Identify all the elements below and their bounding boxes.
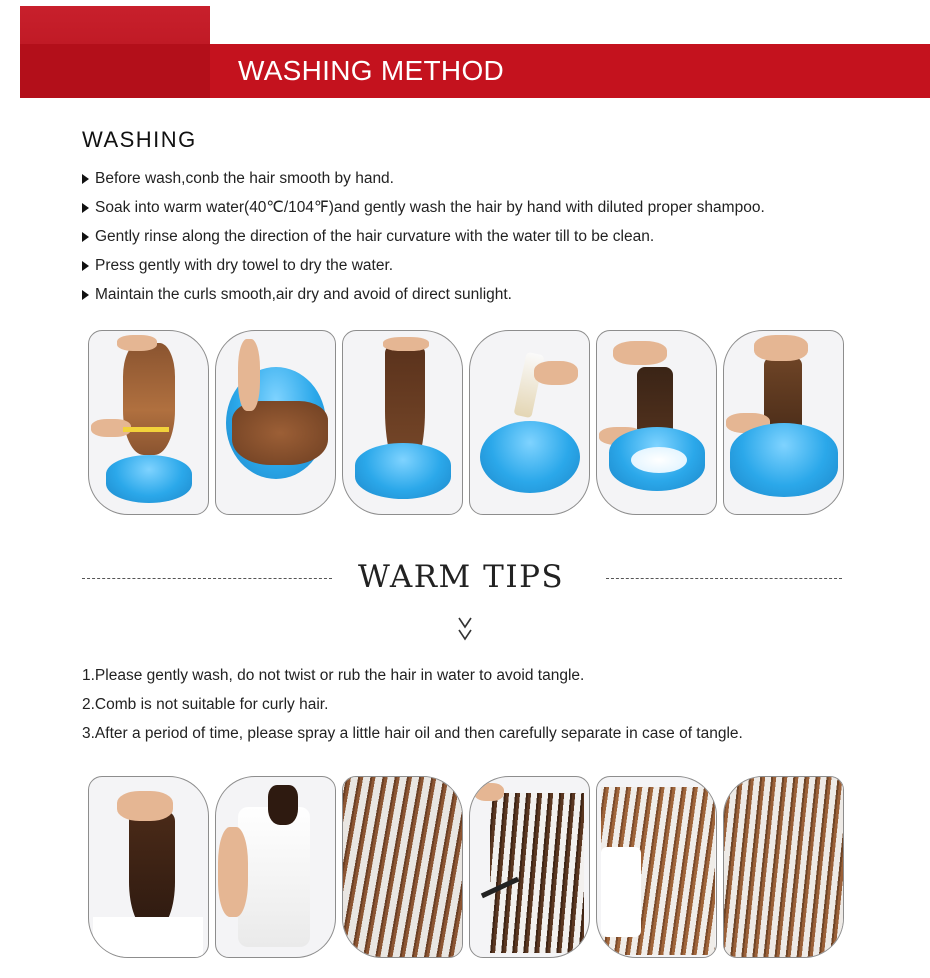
triangle-bullet-icon	[82, 261, 89, 271]
foam-photo-shape	[631, 447, 687, 473]
towel-photo-shape	[601, 847, 641, 937]
photo-rinse-bowl	[723, 330, 844, 515]
photo-rinse	[596, 330, 717, 515]
triangle-bullet-icon	[82, 203, 89, 213]
list-item: 3.After a period of time, please spray a little hair oil and then carefully separate in case of tangle.	[82, 725, 743, 742]
curly-hair-photo-shape	[724, 777, 843, 957]
photo-shampoo	[469, 330, 590, 515]
photo-oil-curls	[596, 776, 717, 958]
hair-photo-shape	[123, 343, 175, 455]
towel-photo-shape	[93, 917, 203, 957]
bowl-photo-shape	[355, 443, 451, 499]
comb-photo-shape	[123, 427, 169, 432]
hand-photo-shape	[754, 335, 808, 361]
banner-title: WASHING METHOD	[238, 55, 505, 86]
step-text: Maintain the curls smooth,air dry and avoid of direct sunlight.	[95, 285, 512, 303]
washing-title: WASHING	[82, 127, 197, 152]
list-item: 1.Please gently wash, do not twist or rub the hair in water to avoid tangle.	[82, 667, 585, 684]
list-item	[82, 193, 882, 222]
washing-steps	[82, 164, 882, 309]
hand-photo-shape	[238, 339, 260, 411]
hand-photo-shape	[474, 783, 504, 801]
photo-hold-hair	[88, 776, 209, 958]
list-item	[82, 164, 882, 193]
warm-tips-title: WARM TIPS	[358, 559, 565, 595]
photo-curly-hair	[342, 776, 463, 958]
step-text: Soak into warm water(40℃/104℉)and gently wash the hair by hand with diluted proper shampoo.	[95, 198, 765, 216]
warm-tips-list	[82, 666, 902, 753]
list-item	[82, 222, 882, 251]
banner-shade	[20, 44, 210, 98]
photo-finished-curls	[723, 776, 844, 958]
double-chevron-down-icon	[456, 614, 474, 644]
washing-photo-row	[88, 330, 844, 515]
hair-photo-shape	[268, 785, 298, 825]
step-text: Gently rinse along the direction of the hair curvature with the water till to be clean.	[95, 227, 655, 245]
step-text: Press gently with dry towel to dry the water.	[95, 256, 394, 274]
divider-left	[82, 578, 332, 579]
shampoo-bottle-photo-shape	[514, 352, 545, 418]
list-item	[82, 280, 882, 309]
triangle-bullet-icon	[82, 290, 89, 300]
bowl-photo-shape	[730, 423, 838, 497]
hand-photo-shape	[383, 337, 429, 351]
triangle-bullet-icon	[82, 174, 89, 184]
photo-comb-hair	[88, 330, 209, 515]
photo-separate-curls	[469, 776, 590, 958]
bowl-photo-shape	[480, 421, 580, 493]
curly-hair-photo-shape	[343, 777, 462, 957]
towel-photo-shape	[238, 807, 310, 947]
hand-photo-shape	[117, 335, 157, 351]
hand-photo-shape	[218, 827, 248, 917]
triangle-bullet-icon	[82, 232, 89, 242]
bowl-photo-shape	[106, 455, 192, 503]
photo-soak-hair	[215, 330, 336, 515]
step-text: Before wash,conb the hair smooth by hand.	[95, 169, 394, 187]
hand-photo-shape	[117, 791, 173, 821]
list-item: 2.Comb is not suitable for curly hair.	[82, 696, 329, 713]
curly-hair-photo-shape	[490, 793, 584, 953]
list-item	[82, 251, 882, 280]
hair-photo-shape	[129, 811, 175, 929]
hand-photo-shape	[613, 341, 667, 365]
tips-photo-row	[88, 776, 844, 958]
hand-photo-shape	[534, 361, 578, 385]
divider-right	[606, 578, 842, 579]
photo-towel-press	[215, 776, 336, 958]
photo-dip-hair	[342, 330, 463, 515]
